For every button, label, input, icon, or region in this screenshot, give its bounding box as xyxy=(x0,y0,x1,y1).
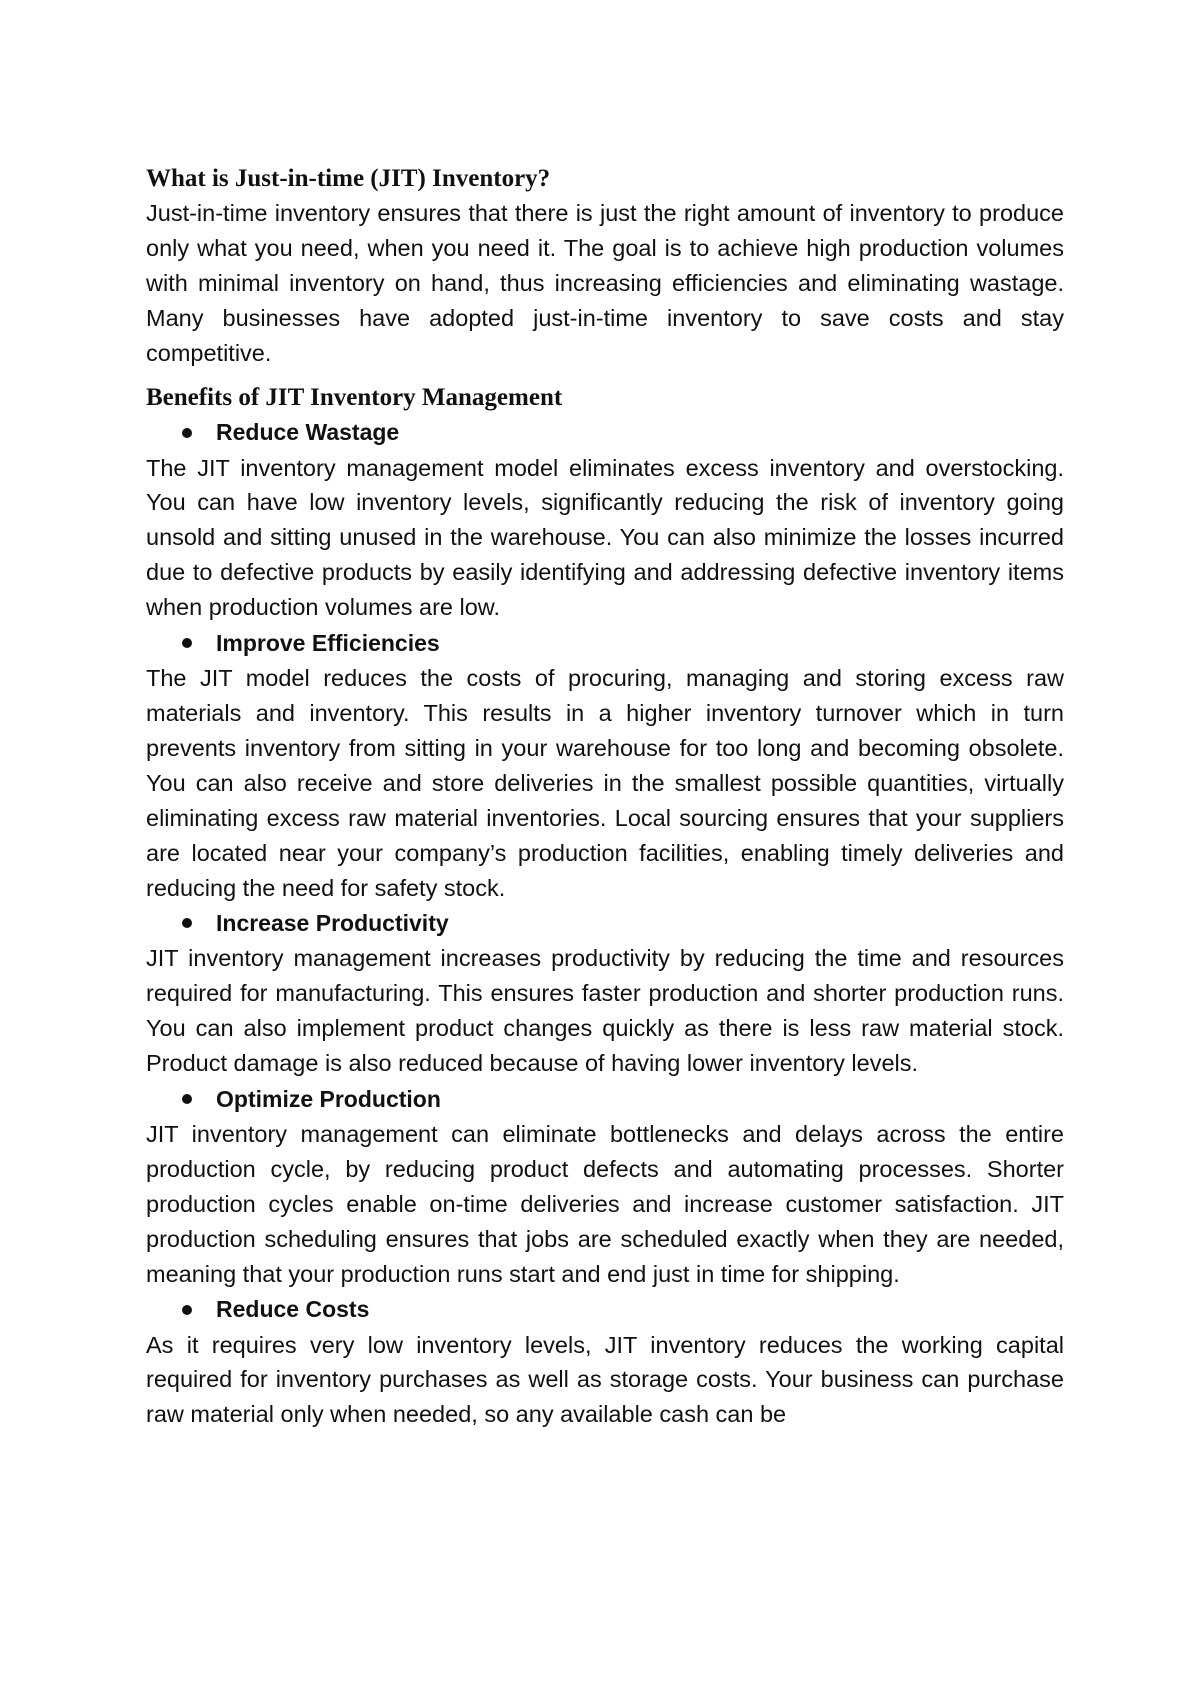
intro-paragraph: Just-in-time inventory ensures that there is just the right amount of inventory to produce only what you need, when you need it. The goal is to achieve high production volumes with minimal inventory on hand, thus increasing efficiencies and eliminating wastage. Many businesses have adopted just-in-time inventory to save costs and stay competitive. xyxy=(146,200,1064,366)
benefit-paragraph: As it requires very low inventory levels, JIT inventory reduces the working capital required for inventory purchases as well as storage costs. Your business can purchase raw material only when needed, so any available cash can be xyxy=(146,1331,1064,1428)
bullet-icon xyxy=(182,638,192,648)
benefit-label: Reduce Wastage xyxy=(216,419,400,446)
benefit-paragraph: The JIT model reduces the costs of procuring, managing and storing excess raw materials and inventory. This results in a higher inventory turnover which in turn prevents inventory from sitting in your warehouse for too long and becoming obsolete. You can also receive and store deliveries in the smallest possible quantities, virtually eliminating excess raw material inventories. Local sourcing ensures that your suppliers are located near your company’s production facilities, enabling timely deliveries and reducing the need for safety stock. xyxy=(146,665,1064,901)
section-heading: Benefits of JIT Inventory Management xyxy=(146,383,563,411)
benefit-item xyxy=(182,1081,1064,1117)
benefit-item xyxy=(182,415,1064,451)
benefit-item xyxy=(182,1292,1064,1328)
benefit-label: Optimize Production xyxy=(216,1085,441,1112)
bullet-icon xyxy=(182,918,192,928)
benefit-label: Improve Efficiencies xyxy=(216,629,440,656)
benefit-paragraph: The JIT inventory management model eliminates excess inventory and overstocking. You can have low inventory levels, significantly reducing the risk of inventory going unsold and sitting unused in the warehouse. You can also minimize the losses incurred due to defective products by easily identifying and addressing defective inventory items when production volumes are low. xyxy=(146,454,1064,621)
document-title: What is Just-in-time (JIT) Inventory? xyxy=(146,165,551,192)
benefit-paragraph: JIT inventory management can eliminate bottlenecks and delays across the entire production cycle, by reducing product defects and automating processes. Shorter production cycles enable on-time deliveries and increase customer satisfaction. JIT production scheduling ensures that jobs are scheduled exactly when they are needed, meaning that your production runs start and end just in time for shipping. xyxy=(146,1121,1064,1287)
benefit-item xyxy=(182,625,1064,661)
benefit-label: Increase Productivity xyxy=(216,909,449,936)
bullet-icon xyxy=(182,1094,192,1104)
bullet-icon xyxy=(182,1305,192,1315)
benefit-paragraph: JIT inventory management increases productivity by reducing the time and resources required for manufacturing. This ensures faster production and shorter production runs. You can also implement product changes quickly as there is less raw material stock. Product damage is also reduced because of having lower inventory levels. xyxy=(146,945,1064,1077)
benefit-item xyxy=(182,905,1064,941)
benefit-label: Reduce Costs xyxy=(216,1296,370,1323)
bullet-icon xyxy=(182,428,192,438)
document-body xyxy=(146,162,1064,1432)
